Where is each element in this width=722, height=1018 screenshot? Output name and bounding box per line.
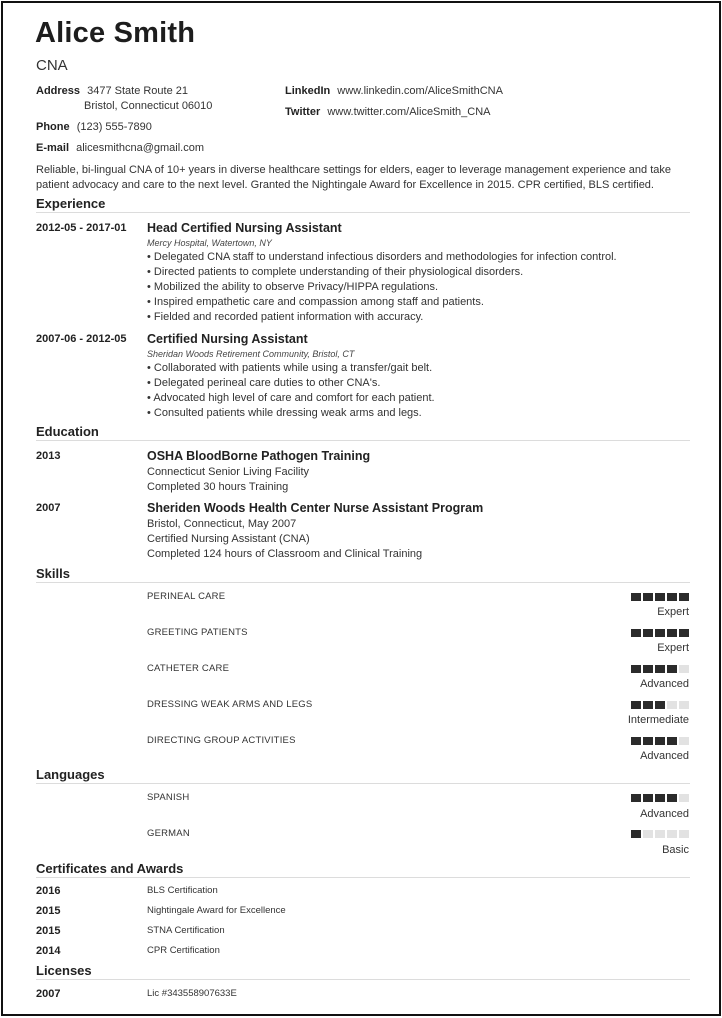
rating-square-empty — [679, 701, 689, 709]
certificates-heading: Certificates and Awards — [36, 861, 184, 876]
rating-square-empty — [667, 701, 677, 709]
email-link[interactable]: alicesmithcna@gmail.com — [76, 142, 205, 154]
skill-rating — [631, 737, 689, 745]
skill-name: CATHETER CARE — [147, 663, 230, 674]
candidate-title: CNA — [36, 57, 68, 74]
email-block — [36, 142, 204, 154]
address-line1: 3477 State Route 21 — [87, 85, 189, 97]
licenses-divider — [36, 979, 690, 980]
languages-divider — [36, 783, 690, 784]
license-number: Lic #343558907633E — [147, 988, 237, 999]
rating-square-filled — [679, 629, 689, 637]
skill-level: Advanced — [640, 750, 689, 762]
language-level: Basic — [662, 844, 689, 856]
rating-square-filled — [667, 629, 677, 637]
rating-square-filled — [655, 629, 665, 637]
license-year: 2007 — [36, 988, 61, 1000]
education-detail: Completed 30 hours Training — [147, 481, 289, 493]
language-rating — [631, 794, 689, 802]
address-line2: Bristol, Connecticut 06010 — [84, 100, 213, 112]
email-label: E-mail — [36, 142, 70, 154]
rating-square-filled — [631, 830, 641, 838]
job-bullet: • Collaborated with patients while using a transfer/gait belt. — [147, 362, 433, 374]
certificate-name: Nightingale Award for Excellence — [147, 905, 286, 916]
licenses-heading: Licenses — [36, 963, 92, 978]
education-title: OSHA BloodBorne Pathogen Training — [147, 449, 371, 463]
certificate-year: 2014 — [36, 945, 61, 957]
skills-heading: Skills — [36, 566, 70, 581]
language-name: GERMAN — [147, 828, 190, 839]
skill-name: DIRECTING GROUP ACTIVITIES — [147, 735, 296, 746]
rating-square-empty — [655, 830, 665, 838]
skill-rating — [631, 629, 689, 637]
rating-square-filled — [643, 701, 653, 709]
education-year: 2007 — [36, 502, 61, 514]
resume-page — [1, 1, 721, 1016]
education-heading: Education — [36, 424, 99, 439]
rating-square-filled — [679, 593, 689, 601]
skills-divider — [36, 582, 690, 583]
certificates-divider — [36, 877, 690, 878]
rating-square-filled — [631, 629, 641, 637]
job-bullet: • Delegated perineal care duties to other CNA's. — [147, 377, 381, 389]
rating-square-empty — [679, 665, 689, 673]
phone-block — [36, 121, 152, 133]
job-bullet: • Inspired empathetic care and compassion among staff and patients. — [147, 296, 484, 308]
education-detail: Completed 124 hours of Classroom and Clinical Training — [147, 548, 423, 560]
rating-square-filled — [667, 794, 677, 802]
linkedin-block — [285, 85, 503, 97]
job-title: Head Certified Nursing Assistant — [147, 221, 342, 235]
linkedin-label: LinkedIn — [285, 85, 331, 97]
rating-square-filled — [631, 593, 641, 601]
education-title: Sheriden Woods Health Center Nurse Assistant Program — [147, 501, 484, 515]
certificate-name: STNA Certification — [147, 925, 225, 936]
job-org: Mercy Hospital, Watertown, NY — [147, 238, 272, 248]
rating-square-filled — [643, 629, 653, 637]
education-year: 2013 — [36, 450, 61, 462]
rating-square-filled — [631, 701, 641, 709]
job-org: Sheridan Woods Retirement Community, Bristol, CT — [147, 349, 355, 359]
certificate-year: 2016 — [36, 885, 61, 897]
language-name: SPANISH — [147, 792, 190, 803]
job-title: Certified Nursing Assistant — [147, 332, 308, 346]
address-label: Address — [36, 85, 81, 97]
language-rating — [631, 830, 689, 838]
skill-rating — [631, 593, 689, 601]
rating-square-filled — [667, 737, 677, 745]
experience-heading: Experience — [36, 196, 106, 211]
rating-square-filled — [655, 593, 665, 601]
rating-square-filled — [631, 737, 641, 745]
rating-square-empty — [679, 830, 689, 838]
job-dates: 2012-05 - 2017-01 — [36, 222, 127, 234]
job-bullet: • Delegated CNA staff to understand infectious disorders and methodologies for infection control. — [147, 251, 617, 263]
skill-name: DRESSING WEAK ARMS AND LEGS — [147, 699, 313, 710]
education-detail: Certified Nursing Assistant (CNA) — [147, 533, 310, 545]
twitter-label: Twitter — [285, 106, 321, 118]
twitter-link[interactable]: www.twitter.com/AliceSmith_CNA — [327, 106, 491, 118]
rating-square-empty — [679, 737, 689, 745]
rating-square-filled — [631, 794, 641, 802]
education-detail: Bristol, Connecticut, May 2007 — [147, 518, 297, 530]
rating-square-filled — [643, 737, 653, 745]
certificate-year: 2015 — [36, 925, 61, 937]
languages-heading: Languages — [36, 767, 105, 782]
rating-square-filled — [655, 665, 665, 673]
rating-square-filled — [643, 794, 653, 802]
language-level: Advanced — [640, 808, 689, 820]
summary-line-1: Reliable, bi-lingual CNA of 10+ years in diverse healthcare settings for elders, eager to leverage management experience and take — [36, 164, 672, 176]
rating-square-filled — [667, 593, 677, 601]
address-block — [36, 85, 188, 97]
rating-square-filled — [667, 665, 677, 673]
skill-level: Expert — [657, 606, 689, 618]
rating-square-filled — [631, 665, 641, 673]
certificate-name: BLS Certification — [147, 885, 218, 896]
skill-name: GREETING PATIENTS — [147, 627, 248, 638]
skill-level: Advanced — [640, 678, 689, 690]
phone-value: (123) 555-7890 — [76, 121, 152, 133]
rating-square-filled — [655, 794, 665, 802]
certificate-name: CPR Certification — [147, 945, 220, 956]
experience-divider — [36, 212, 690, 213]
skill-rating — [631, 701, 689, 709]
rating-square-empty — [667, 830, 677, 838]
rating-square-empty — [679, 794, 689, 802]
job-bullet: • Directed patients to complete understanding of their physiological disorders. — [147, 266, 524, 278]
job-bullet: • Consulted patients while dressing weak arms and legs. — [147, 407, 422, 419]
skill-level: Expert — [657, 642, 689, 654]
linkedin-link[interactable]: www.linkedin.com/AliceSmithCNA — [337, 85, 503, 97]
candidate-name: Alice Smith — [35, 17, 196, 49]
skill-name: PERINEAL CARE — [147, 591, 226, 602]
rating-square-filled — [655, 701, 665, 709]
education-divider — [36, 440, 690, 441]
job-bullet: • Fielded and recorded patient information with accuracy. — [147, 311, 424, 323]
job-dates: 2007-06 - 2012-05 — [36, 333, 127, 345]
rating-square-filled — [643, 665, 653, 673]
job-bullet: • Mobilized the ability to observe Privacy/HIPPA regulations. — [147, 281, 439, 293]
rating-square-filled — [655, 737, 665, 745]
summary-line-2: patient advocacy and care to the next level. Granted the Nightingale Award for Excellence in 2015. CPR certified, BLS certified. — [36, 179, 654, 191]
certificate-year: 2015 — [36, 905, 61, 917]
rating-square-filled — [643, 593, 653, 601]
phone-label: Phone — [36, 121, 70, 133]
skill-level: Intermediate — [627, 714, 689, 726]
education-detail: Connecticut Senior Living Facility — [147, 466, 310, 478]
twitter-block — [285, 106, 491, 118]
job-bullet: • Advocated high level of care and comfort for each patient. — [147, 392, 435, 404]
skill-rating — [631, 665, 689, 673]
rating-square-empty — [643, 830, 653, 838]
